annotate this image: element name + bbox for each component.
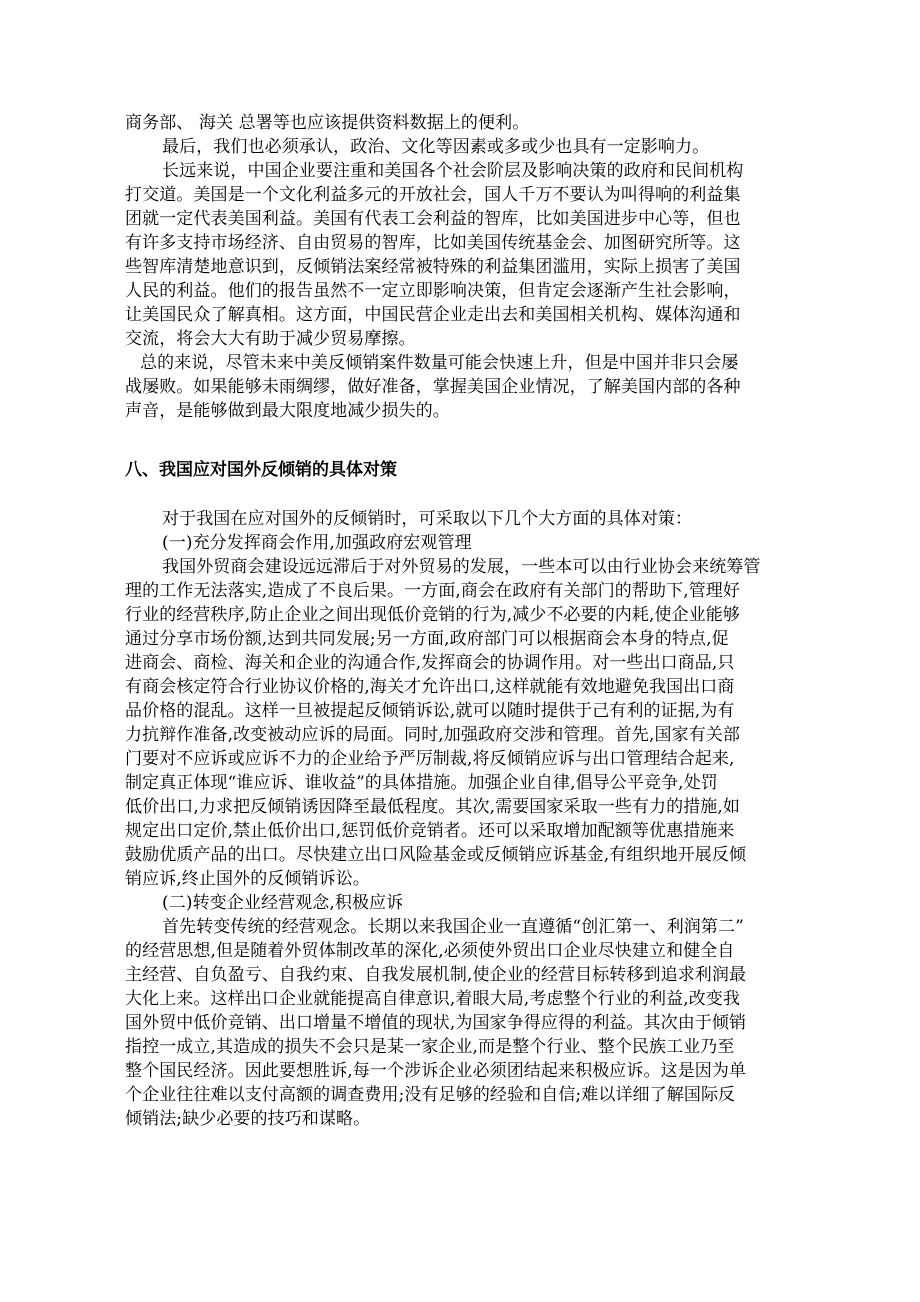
text-line: 最后，我们也必须承认，政治、文化等因素或多或少也具有一定影响力。	[162, 137, 710, 157]
text-line: 通过分享市场份额,达到共同发展;另一方面,政府部门可以根据商会本身的特点,促	[125, 629, 729, 649]
text-line: 长远来说，中国企业要注重和美国各个社会阶层及影响决策的政府和民间机构	[162, 161, 744, 181]
text-line: 整个国民经济。因此要想胜诉,每一个涉诉企业必须团结起来积极应诉。这是因为单	[125, 1061, 747, 1081]
text-line: 鼓励优质产品的出口。尽快建立出口风险基金或反倾销应诉基金,有组织地开展反倾	[125, 845, 747, 865]
text-line: 行业的经营秩序,防止企业之间出现低价竞销的行为,减少不必要的内耗,使企业能够	[125, 605, 741, 625]
text-line: 商务部、 海关 总署等也应该提供资料数据上的便利。	[125, 113, 530, 133]
text-line: 理的工作无法落实,造成了不良后果。一方面,商会在政府有关部门的帮助下,管理好	[125, 581, 741, 601]
text-line: 进商会、商检、海关和企业的沟通合作,发挥商会的协调作用。对一些出口商品,只	[125, 653, 735, 673]
text-line: 销应诉,终止国外的反倾销诉讼。	[125, 869, 370, 889]
text-line: 大化上来。这样出口企业就能提高自律意识,着眼大局,考虑整个行业的利益,改变我	[125, 989, 741, 1009]
text-line: 国外贸中低价竞销、出口增量不增值的现状,为国家争得应得的利益。其次由于倾销	[125, 1013, 747, 1033]
text-line: 个企业往往难以支付高额的调查费用;没有足够的经验和自信;难以详细了解国际反	[125, 1085, 736, 1105]
subsection-heading: (一)充分发挥商会作用,加强政府宏观管理	[162, 533, 472, 553]
section-heading: 八、我国应对国外反倾销的具体对策	[125, 460, 397, 480]
text-line: 制定真正体现“谁应诉、谁收益”的具体措施。加强企业自律,倡导公平竞争,处罚	[125, 773, 718, 793]
text-line: 人民的利益。他们的报告虽然不一定立即影响决策，但肯定会逐渐产生社会影响，	[125, 281, 741, 301]
text-line: 让美国民众了解真相。这方面，中国民营企业走出去和美国相关机构、媒体沟通和	[125, 305, 741, 325]
text-line: 主经营、自负盈亏、自我约束、自我发展机制,使企业的经营目标转移到追求利润最	[125, 965, 747, 985]
text-line: 总的来说，尽管未来中美反倾销案件数量可能会快速上升，但是中国并非只会屡	[140, 353, 739, 373]
text-line: 我国外贸商会建设远远滞后于对外贸易的发展，一些本可以由行业协会来统筹管	[162, 557, 761, 577]
text-line: 声音，是能够做到最大限度地减少损失的。	[125, 401, 450, 421]
text-line: 有商会核定符合行业协议价格的,海关才允许出口,这样就能有效地避免我国出口商	[125, 677, 735, 697]
text-line: 低价出口,力求把反倾销诱因降至最低程度。其次,需要国家采取一些有力的措施,如	[125, 797, 741, 817]
text-line: 些智库清楚地意识到，反倾销法案经常被特殊的利益集团滥用，实际上损害了美国	[125, 257, 741, 277]
text-line: 指控一成立,其造成的损失不会只是某一家企业,而是整个行业、整个民族工业乃至	[125, 1037, 735, 1057]
text-line: 交流，将会大大有助于减少贸易摩擦。	[125, 329, 416, 349]
text-line: 对于我国在应对国外的反倾销时，可采取以下几个大方面的具体对策：	[162, 509, 693, 529]
text-line: 力抗辩作准备,改变被动应诉的局面。同时,加强政府交涉和管理。首先,国家有关部	[125, 725, 741, 745]
text-line: 首先转变传统的经营观念。长期以来我国企业一直遵循“创汇第一、利润第二”	[162, 917, 744, 937]
text-line: 打交道。美国是一个文化利益多元的开放社会，国人千万不要认为叫得响的利益集	[125, 185, 741, 205]
text-line: 的经营思想,但是随着外贸体制改革的深化,必须使外贸出口企业尽快建立和健全自	[125, 941, 735, 961]
text-line: 规定出口定价,禁止低价出口,惩罚低价竞销者。还可以采取增加配额等优惠措施来	[125, 821, 735, 841]
subsection-heading: (二)转变企业经营观念,积极应诉	[162, 893, 404, 913]
text-line: 有许多支持市场经济、自由贸易的智库，比如美国传统基金会、加图研究所等。这	[125, 233, 741, 253]
text-line: 团就一定代表美国利益。美国有代表工会利益的智库，比如美国进步中心等，但也	[125, 209, 741, 229]
text-line: 战屡败。如果能够未雨绸缪，做好准备，掌握美国企业情况，了解美国内部的各种	[125, 377, 741, 397]
text-line: 门要对不应诉或应诉不力的企业给予严厉制裁,将反倾销应诉与出口管理结合起来,	[125, 749, 735, 769]
text-line: 倾销法;缺少必要的技巧和谋略。	[125, 1109, 371, 1129]
text-line: 品价格的混乱。这样一旦被提起反倾销诉讼,就可以随时提供于己有利的证据,为有	[125, 701, 735, 721]
